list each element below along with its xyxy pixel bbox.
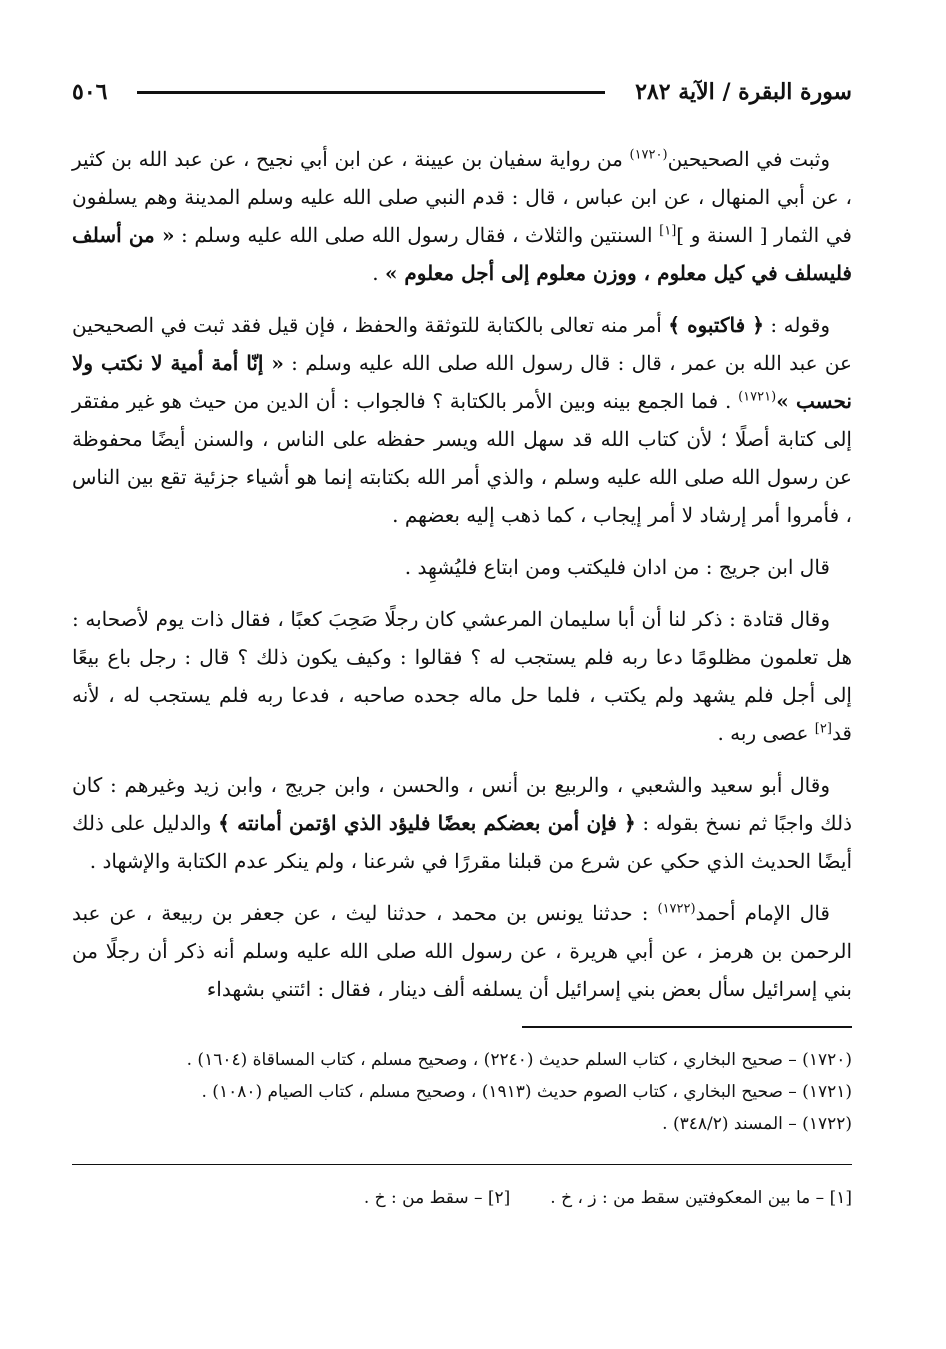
paragraph (72, 140, 852, 292)
text-run: . فما الجمع بينه وبين الأمر بالكتابة ؟ فالجواب : أن الدين من حيث هو غير مفتقر إلى كتابة أصلًا ؛ لأن كتاب الله قد سهل الله ويسر حفظه على الناس ، والسنن أيضًا محفوظة عن رسول الله صلى الله عليه وسلم ، والذي أمر الله بكتابته إنما هو أشياء جزئية تقع بين الناس ، فأمروا أمر إرشاد لا أمر إيجاب ، كما ذهب إليه بعضهم . (72, 389, 852, 527)
variant-note: [١] – ما بين المعكوفتين سقط من : ز ، خ . (550, 1188, 852, 1208)
manuscript-variants (72, 1183, 852, 1213)
text-run: قال الإمام أحمد (695, 901, 830, 925)
text-run: وقال أبو سعيد والشعبي ، والربيع بن أنس ، والحسن ، وابن جريج ، وابن زيد وغيرهم : كان ذلك واجبًا ثم نسخ بقوله : (72, 773, 853, 835)
footnote-reference: (١٧٢٠) (629, 147, 668, 163)
page-header (72, 72, 852, 112)
footnote: (١٧٢٠) – صحيح البخاري ، كتاب السلم حديث (٢٢٤٠) ، وصحيح مسلم ، كتاب المساقاة (١٦٠٤) . (186, 1050, 852, 1070)
page-number: ٥٠٦ (72, 79, 108, 105)
text-run: أمر منه تعالى بالكتابة للتوثقة والحفظ ، (335, 313, 669, 337)
text-run: قال ابن جريج : من ادان فليكتب ومن ابتاع فليُشهِد . (404, 555, 830, 579)
text-run: والدليل على ذلك أيضًا الحديث الذي حكي عن شرع من قبلنا مقررًا في شرعنا ، ولم ينكر عدم الكتابة والإشهاد . (72, 811, 852, 873)
footnote: (١٧٢٢) – المسند (٣٤٨/٢) . (662, 1114, 852, 1134)
text-run: عن عبد الله بن عمر ، قال : قال رسول الله صلى الله عليه وسلم : (283, 351, 852, 375)
text-run: : حدثنا يونس بن محمد ، حدثنا ليث ، عن جعفر بن ربيعة ، عن عبد الرحمن بن هرمز ، عن أبي هريرة ، عن رسول الله صلى الله عليه وسلم أنه ذكر أن رجلًا من بني إسرائيل سأل بعض بني إسرائيل أن يسلفه ألف دينار ، فقال : ائتني بشهداء (72, 901, 852, 1001)
text-run: عصى ربه . (717, 721, 815, 745)
text-run: السنتين والثلاث ، فقال رسول الله صلى الله عليه وسلم : (174, 223, 660, 247)
quoted-text: « من أسلف فليسلف في كيل معلوم ، ووزن معلوم إلى أجل معلوم » (72, 223, 852, 285)
variant-note: [٢] – سقط من : خ . (363, 1188, 511, 1208)
paragraph (72, 894, 852, 1008)
footnote-divider (522, 1026, 852, 1028)
footnote-reference: (١٧٢٢) (657, 901, 696, 917)
surah-title: سورة البقرة / الآية ٢٨٢ (635, 79, 852, 105)
text-run: وقال قتادة : ذكر لنا أن أبا سليمان المرعشي كان رجلًا صَحِبَ كعبًا ، فقال ذات يوم لأصحابه : هل تعلمون مظلومًا دعا ربه فلم يستجب له ؟ فقالوا : وكيف يكون ذلك ؟ قال : رجل باع بيعًا إلى أجل فلم يشهد ولم يكتب ، فلما حل ماله جحده صاحبه ، فدعا ربه فلم يستجب له ، لأنه قد (72, 607, 852, 745)
paragraph (72, 766, 852, 880)
paragraph (72, 306, 852, 534)
quoted-text: ﴿ فإن أمن بعضكم بعضًا فليؤد الذي اؤتمن أمانته ﴾ (218, 811, 636, 835)
text-run: . (372, 261, 385, 285)
quoted-text: ﴿ فاكتبوه ﴾ (668, 313, 764, 337)
book-page (72, 72, 852, 1332)
footnote-reference: [١] (659, 223, 677, 239)
main-text (72, 140, 852, 1008)
footnotes (72, 1044, 852, 1140)
paragraph (72, 548, 852, 586)
text-run: وقوله : (763, 313, 830, 337)
variants-divider (72, 1164, 852, 1165)
footnote-reference: [٢] (814, 721, 832, 737)
footnote-reference: (١٧٢١) (738, 389, 777, 405)
text-run: وثبت في الصحيحين (667, 147, 830, 171)
footnote: (١٧٢١) – صحيح البخاري ، كتاب الصوم حديث (١٩١٣) ، وصحيح مسلم ، كتاب الصيام (١٠٨٠) . (201, 1082, 852, 1102)
quoted-text: « إنّا أمة أمية لا نكتب ولا نحسب » (72, 351, 852, 413)
text-run: فإن قيل فقد ثبت في الصحيحين (72, 313, 336, 337)
paragraph (72, 600, 852, 752)
header-rule (137, 91, 605, 94)
text-run: من رواية سفيان بن عيينة ، عن ابن أبي نجيح ، عن عبد الله بن كثير ، عن أبي المنهال ، عن ابن عباس ، قال : قدم النبي صلى الله عليه وسلم المدينة وهم يسلفون في الثمار [ السنة و ] (72, 147, 852, 247)
